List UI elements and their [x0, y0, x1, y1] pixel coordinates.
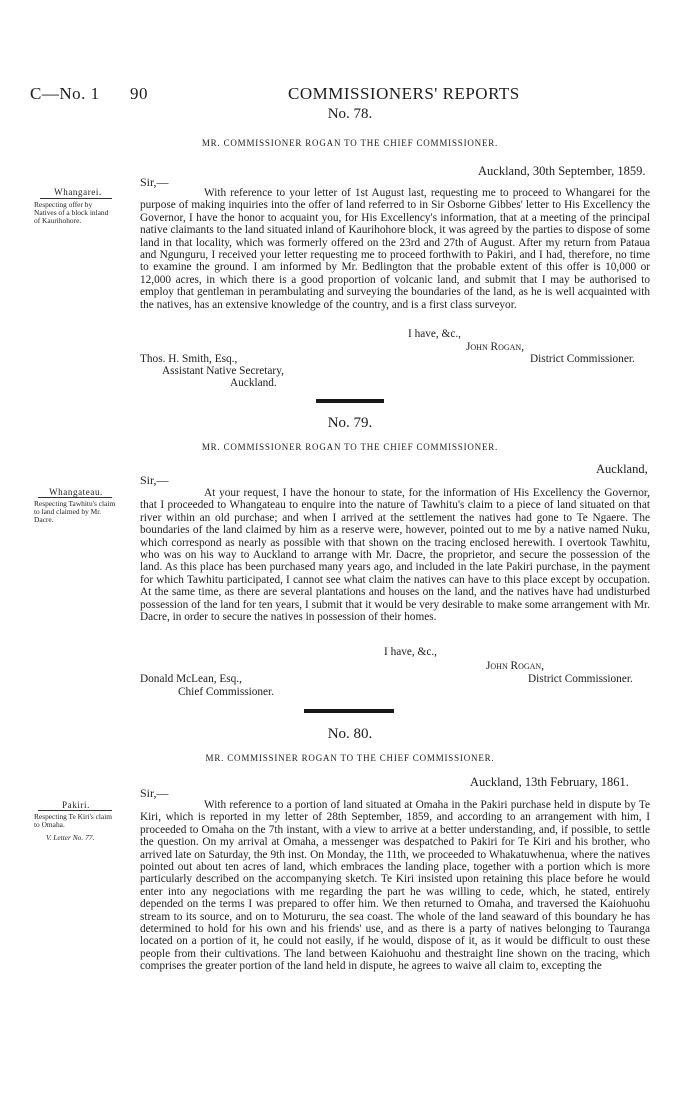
letter-80-heading: MR. COMMISSINER ROGAN TO THE CHIEF COMMISSIONER.	[205, 753, 495, 763]
letter-80-margin-title: Pakiri.	[62, 800, 90, 810]
letter-78-number: No. 78.	[327, 106, 373, 122]
letter-78-addressee-place: Auckland.	[230, 377, 277, 389]
letter-78-signature: John Rogan,	[466, 341, 525, 353]
margin-rule	[38, 810, 112, 811]
letter-79-heading: MR. COMMISSIONER ROGAN TO THE CHIEF COMMISSIONER.	[201, 442, 499, 452]
letter-79-closing: I have, &c.,	[384, 646, 438, 658]
letter-78-body: With reference to your letter of 1st August last, requesting me to proceed to Whangarei for the purpose of making inquiries into the offer of land referred to in Sir Osborne Gibbes' letter to His Excellency the Governor, I have the honor to acquaint you, for His Excellency's information, that at a meeting of the principal native claimants to the land situated inland of Kaurihohore block, it was agreed by the parties to dispose of some land in that locality, which was formerly offered on the 23rd and 27th of August. After my return from Pataua and Ngunguru, I received your letter requesting me to proceed forthwith to Pakiri, and I had, therefore, no time to examine the ground. I am informed by Mr. Bedlington that the probable extent of this offer is 10,000 or 12,000 acres, in which there is a good proportion of volcanic land, and submit that I may be authorised to employ that gentleman in perambulating and surveying the boundaries of the land, as he is well acquainted with the natives, has an extensive knowledge of the country, and is a first class surveyor.	[140, 187, 650, 311]
letter-79-margin-title: Whangateau.	[49, 487, 103, 497]
letter-79-salutation: Sir,—	[140, 473, 169, 487]
letter-78-heading: MR. COMMISSIONER ROGAN TO THE CHIEF COMMISSIONER.	[201, 138, 499, 148]
letter-78-addressee-name: Thos. H. Smith, Esq.,	[140, 353, 238, 365]
letter-78-margin-title: Whangarei.	[54, 187, 102, 197]
margin-rule	[40, 198, 112, 199]
letter-78-closing: I have, &c.,	[408, 328, 462, 340]
letter-78-place-date: Auckland, 30th September, 1859.	[478, 164, 646, 178]
letter-80-margin-ref: V. Letter No. 77.	[46, 833, 95, 842]
letter-78-signature-title: District Commissioner.	[530, 353, 635, 365]
letter-78-margin-note: Respecting offer by Natives of a block inland of Kaurihohore.	[34, 200, 109, 226]
letter-79-signature: John Rogan,	[486, 660, 545, 672]
page-number: 90	[130, 84, 148, 103]
letter-80-number: No. 80.	[327, 726, 373, 742]
letter-80-body: With reference to a portion of land situated at Omaha in the Pakiri purchase held in dispute by Te Kiri, which is reported in my letter of 28th September, 1859, and according to an arrangement with him, I proceeded to Omaha on the 7th instant, with a view to arrive at a better understanding, and, if possible, to settle the question. On my arrival at Omaha, a messenger was despatched to Pakiri for Te Kiri and his brother, who arrived late on Saturday, the 9th inst. On Monday, the 11th, we proceeded to Whakatuwhenua, where the natives pointed out about ten acres of land, which embraces the landing place, together with a portion which is more particularly described on the accompanying sketch. Te Kiri insisted upon retaining this place before he would enter into any negociations with me regarding the part he was willing to cede, which, he stated, entirely depended on the terms I was prepared to offer him. We then returned to Omaha, and traversed the Kaiohuohu stream to its source, and on to Motururu, the sea coast. The whole of the land seaward of this boundary he has determined to hold for his own and his friends' use, and as there is a party of natives belonging to Tauranga located on a portion of it, he could not easily, if he would, dispose of it, as it would be difficult to oust these people from their cultivations. The land between Kaiohuohu and thestraight line shown on the tracing, which comprises the greater portion of the land held in dispute, he agrees to waive all claim to, excepting the	[140, 799, 650, 973]
page-title: COMMISSIONERS' REPORTS	[288, 84, 520, 103]
letter-79-number: No. 79.	[327, 415, 373, 431]
letter-79-addressee-name: Donald McLean, Esq.,	[140, 673, 242, 685]
letter-78-addressee-title: Assistant Native Secretary,	[162, 365, 284, 377]
section-divider-line	[304, 712, 394, 713]
letter-80-salutation: Sir,—	[140, 786, 169, 800]
letter-79-margin-note: Respecting Tawhitu's claim to land claimed by Mr. Dacre.	[34, 499, 116, 525]
letter-79-place-date: Auckland,	[596, 462, 648, 476]
letter-80-margin-note: Respecting Te Kiri's claim to Omaha.	[34, 812, 113, 830]
report-code: C—No. 1	[30, 84, 100, 103]
letter-79-addressee-title: Chief Commissioner.	[178, 686, 275, 698]
letter-79-signature-title: District Commissioner.	[528, 673, 633, 685]
section-divider-line	[316, 402, 384, 403]
margin-rule	[38, 497, 112, 498]
letter-80-place-date: Auckland, 13th February, 1861.	[470, 775, 629, 789]
letter-78-salutation: Sir,—	[140, 175, 169, 189]
letter-79-body: At your request, I have the honour to state, for the information of His Excellency the Governor, that I proceeded to Whangateau to enquire into the nature of Tawhitu's claim to a piece of land situated on that river within an old purchase; and when I arrived at the settlement the natives had gone to Te Ngaere. The boundaries of the land claimed by him as a reserve were, however, pointed out to me by a native named Nuku, which correspond as nearly as possible with that shown on the tracing enclosed herewith. I overtook Tawhitu, who was on his way to Auckland to arrange with Mr. Dacre, the proprietor, and secure the possession of the land. As this place has been purchased many years ago, and included in the late Pakiri purchase, in the payment for which Tawhitu participated, I cannot see what claim the natives can have to this place except by occupation. At the same time, as there are several plantations and houses on the land, and the natives have had undisturbed possession of the land for ten years, I submit that it would be very desirable to make some arrangement with Mr. Dacre, in order to secure the natives in possession of their homes.	[140, 487, 650, 624]
